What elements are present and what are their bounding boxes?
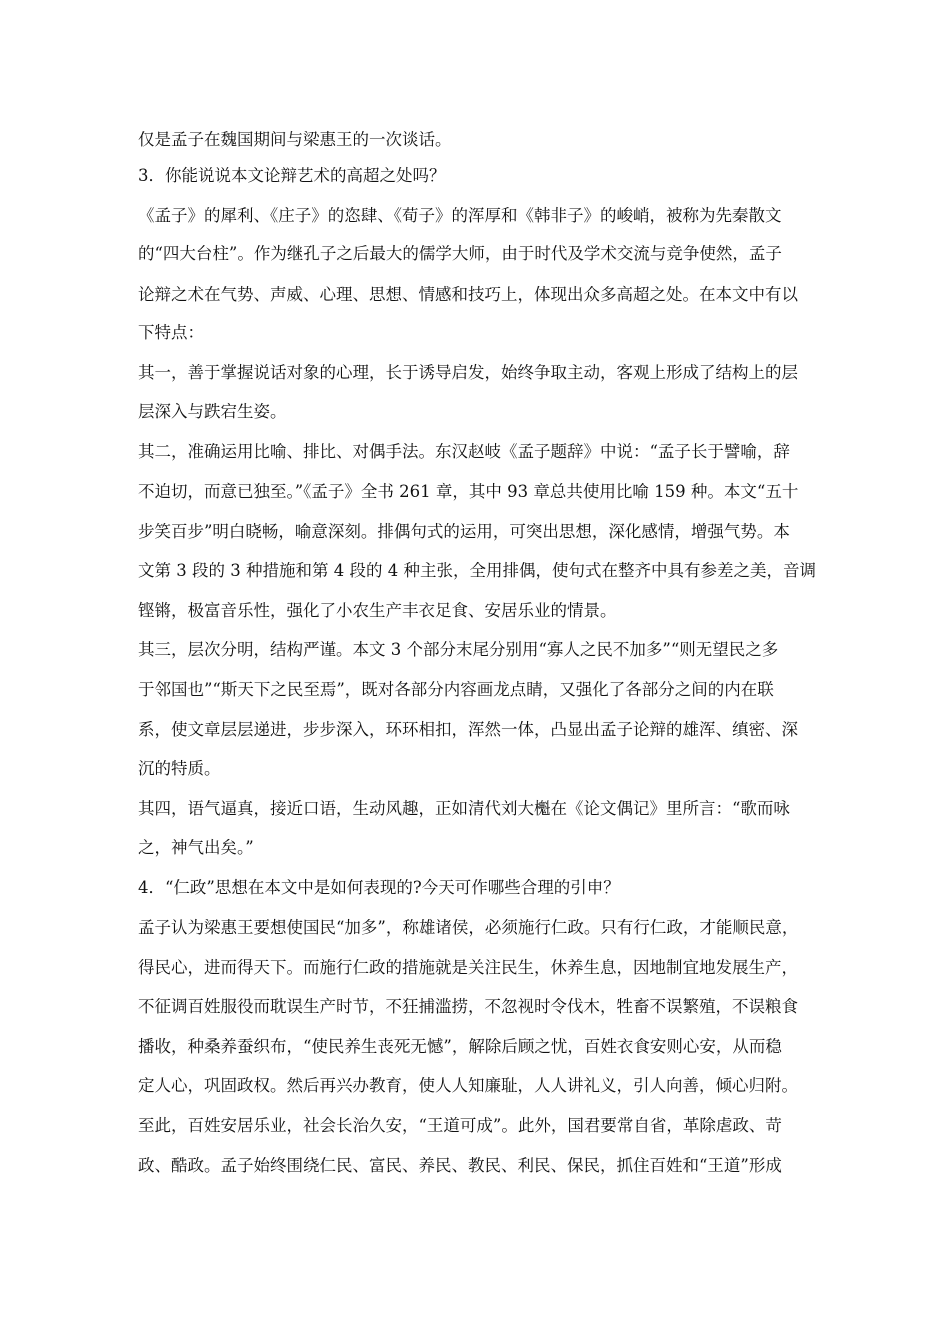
text-line: 其一，善于掌握说话对象的心理，长于诱导启发，始终争取主动，客观上形成了结构上的层: [138, 363, 798, 382]
text-line: 下特点：: [138, 323, 204, 342]
text-line: 论辩之术在气势、声威、心理、思想、情感和技巧上，体现出众多高超之处。在本文中有以: [138, 285, 798, 304]
text-line: 不征调百姓服役而耽误生产时节，不狂捕滥捞，不忽视时令伐木，牲畜不误繁殖，不误粮食: [138, 997, 798, 1016]
text-line: 播收，种桑养蚕织布，“使民养生丧死无憾”，解除后顾之忧，百姓衣食安则心安，从而稳: [138, 1037, 782, 1056]
text-line: 的“四大台柱”。作为继孔子之后最大的儒学大师，由于时代及学术交流与竞争使然，孟子: [138, 244, 782, 263]
text-line: 沉的特质。: [138, 759, 221, 778]
text-line: 其二，准确运用比喻、排比、对偶手法。东汉赵岐《孟子题辞》中说：“孟子长于譬喻，辞: [138, 442, 790, 461]
text-line: 铿锵，极富音乐性，强化了小农生产丰衣足食、安居乐业的情景。: [138, 601, 617, 620]
text-line: 其四，语气逼真，接近口语，生动风趣，正如清代刘大櫆在《论文偶记》里所言：“歌而咏: [138, 799, 790, 818]
text-line: 系，使文章层层递进，步步深入，环环相扣，浑然一体，凸显出孟子论辩的雄浑、缜密、深: [138, 720, 798, 739]
question-4-heading: 4．“仁政”思想在本文中是如何表现的?今天可作哪些合理的引申？: [138, 878, 620, 897]
text-line: 孟子认为梁惠王要想使国民“加多”，称雄诸侯，必须施行仁政。只有行仁政，才能顺民意，: [138, 918, 799, 937]
text-line: 得民心，进而得天下。而施行仁政的措施就是关注民生，休养生息，因地制宜地发展生产，: [138, 958, 798, 977]
text-line: 步笑百步”明白晓畅，喻意深刻。排偶句式的运用，可突出思想，深化感情，增强气势。本: [138, 522, 790, 541]
text-line: 仅是孟子在魏国期间与梁惠王的一次谈话。: [138, 130, 452, 149]
text-line: 定人心，巩固政权。然后再兴办教育，使人人知廉耻，人人讲礼义，引人向善，倾心归附。: [138, 1076, 798, 1095]
text-line: 文第 3 段的 3 种措施和第 4 段的 4 种主张，全用排偶，使句式在整齐中具有参差之美，音调: [138, 561, 816, 580]
text-line: 至此，百姓安居乐业，社会长治久安，“王道可成”。此外，国君要常自省，革除虐政、苛: [138, 1116, 782, 1135]
text-line: 其三，层次分明，结构严谨。本文 3 个部分末尾分别用“寡人之民不加多”“则无望民之多: [138, 640, 779, 659]
text-line: 于邻国也”“斯天下之民至焉”，既对各部分内容画龙点睛，又强化了各部分之间的内在联: [138, 680, 774, 699]
text-line: 政、酷政。孟子始终围绕仁民、富民、养民、教民、利民、保民，抓住百姓和“王道”形成: [138, 1156, 782, 1175]
text-line: 之，神气出矣。”: [138, 838, 254, 857]
question-3-heading: 3．你能说说本文论辩艺术的高超之处吗？: [138, 166, 446, 185]
text-line: 层深入与跌宕生姿。: [138, 402, 287, 421]
text-line: 不迫切，而意已独至。”《孟子》全书 261 章，其中 93 章总共使用比喻 159 种。本文“五十: [138, 482, 799, 501]
text-line: 《孟子》的犀利、《庄子》的恣肆、《荀子》的浑厚和《韩非子》的峻峭，被称为先秦散文: [138, 206, 782, 225]
